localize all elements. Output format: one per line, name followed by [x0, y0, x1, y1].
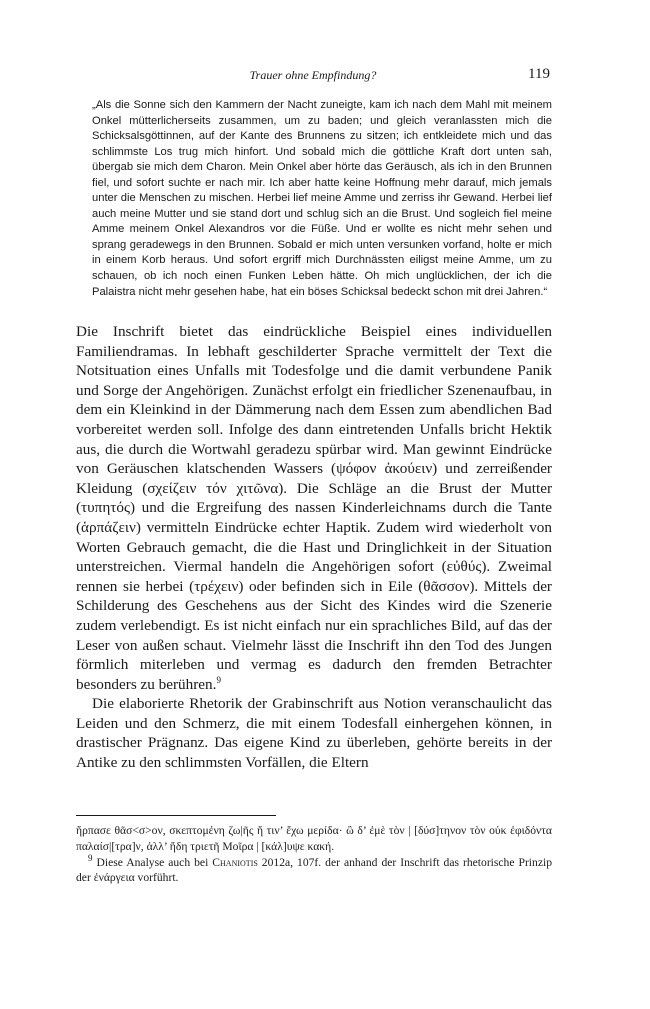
footnote-greek-continuation: ἥρπασε θᾶσ<σ>ον, σκεπτομένη ζω|ῆς ἥ τιν’ ἔχω μερίδα· ὢ δ’ ἐμὲ τὸν | [δύσ]τηνον τὸν οὐκ ἐφιδόντα παλαίσ|[τρα]ν, ἀλλ’ ἤδη τριετῆ Μοῖρα | [κάλ]υψε κακή.: [76, 824, 552, 853]
footnotes: [76, 823, 552, 886]
footnote-9: [76, 852, 552, 887]
running-header: [76, 67, 550, 85]
running-title: Trauer ohne Empfindung?: [249, 68, 377, 82]
main-text: [76, 322, 552, 773]
footnote-ref-9[interactable]: 9: [216, 674, 221, 685]
paragraph-2-text: Die elaborierte Rhetorik der Grabinschrift aus Notion veranschaulicht das Leiden und den Schmerz, die mit einem Todesfall einhergehen können, in drastischer Prägnanz. Das eigene Kind zu überleben, gehörte bereits in der Antike zu den schlimmsten Vorfällen, die Eltern: [76, 695, 552, 772]
footnote-number: 9: [88, 852, 93, 863]
page-number: 119: [528, 66, 550, 82]
footnote-author: Chaniotis: [212, 855, 258, 869]
paragraph-1: [76, 322, 552, 694]
footnote-text-after: 2012a, 107f. der anhand der Inschrift das rhetorische Prinzip der ἐνάργεια vorführt.: [76, 855, 552, 885]
footnote-separator: [76, 815, 276, 816]
footnote-text-before: Diese Analyse auch bei: [96, 855, 213, 869]
paragraph-2: [76, 694, 552, 772]
quote-text: „Als die Sonne sich den Kammern der Nacht zuneigte, kam ich nach dem Mahl mit meinem Onkel mütterlicherseits zusammen, um zu baden; und gleich veranlassten mich die Schicksalsgöttinnen, auf der Kante des Brunnens zu sitzen; ich entkleidete mich und das schlimmste Los trug mich hinfort. Und sobald mich die göttliche Kraft dort unten sah, übergab sie mich dem Charon. Mein Onkel aber hörte das Geräusch, als ich in den Brunnen fiel, und sofort suchte er nach mir. Ich aber hatte keine Hoffnung mehr darauf, mich jemals unter die Menschen zu mischen. Herbei lief meine Amme und zerriss ihr Gewand. Herbei lief auch meine Mutter und sie stand dort und schlug sich an die Brust. Und sogleich fiel meine Amme meinem Onkel Alexandros vor die Füße. Und er wollte es nicht mehr sehen und sprang geradewegs in den Brunnen. Sobald er mich unten versunken vorfand, holte er mich in einem Korb heraus. Und sofort ergriff mich Durchnässten eiligst meine Amme, um zu schauen, ob ich noch einen Funken Leben hätte. Oh mich unglücklichen, der ich die Palaistra nicht mehr gesehen habe, hat ein böses Schicksal bedeckt schon mit drei Jahren.“: [92, 99, 552, 298]
paragraph-1-text: Die Inschrift bietet das eindrückliche Beispiel eines individuellen Familiendramas. In lebhaft geschilderter Sprache vermittelt der Text die Notsituation eines Unfalls mit Todesfolge und die damit verbundene Panik und Sorge der Angehörigen. Zunächst erfolgt ein friedlicher Szenenaufbau, in dem ein Kleinkind in der Dämmerung nach dem Essen zum abendlichen Bad vorbereitet werden soll. Infolge des dann eintretenden Unfalls bricht Hektik aus, die durch die Wortwahl geradezu spürbar wird. Man gewinnt Eindrücke von Geräuschen klatschenden Wassers (ψόφον ἀκούειν) und zerreißender Kleidung (σχείζειν τόν χιτῶνα). Die Schläge an die Brust der Mutter (τυπητός) und die Ergreifung des nassen Kinderleichnams durch die Tante (ἁρπάζειν) vermitteln Eindrücke echter Haptik. Zudem wird wiederholt von Worten Gebrauch gemacht, die die Hast und Dringlichkeit in der Situation unterstreichen. Viermal handeln die Angehörigen sofort (εὐθύς). Zweimal rennen sie herbei (τρέχειν) oder befinden sich in Eile (θᾶσσον). Mittels der Schilderung des Geschehens aus der Sicht des Kindes wird die Szenerie zudem verlebendigt. Es ist nicht einfach nur ein sprachliches Bild, auf das der Leser von außen schaut. Vielmehr lässt die Inschrift ihn den Tod des Jungen förmlich miterleben und vermag es dadurch den fremden Betrachter besonders zu berühren.: [76, 323, 552, 693]
block-quote: [92, 98, 552, 300]
